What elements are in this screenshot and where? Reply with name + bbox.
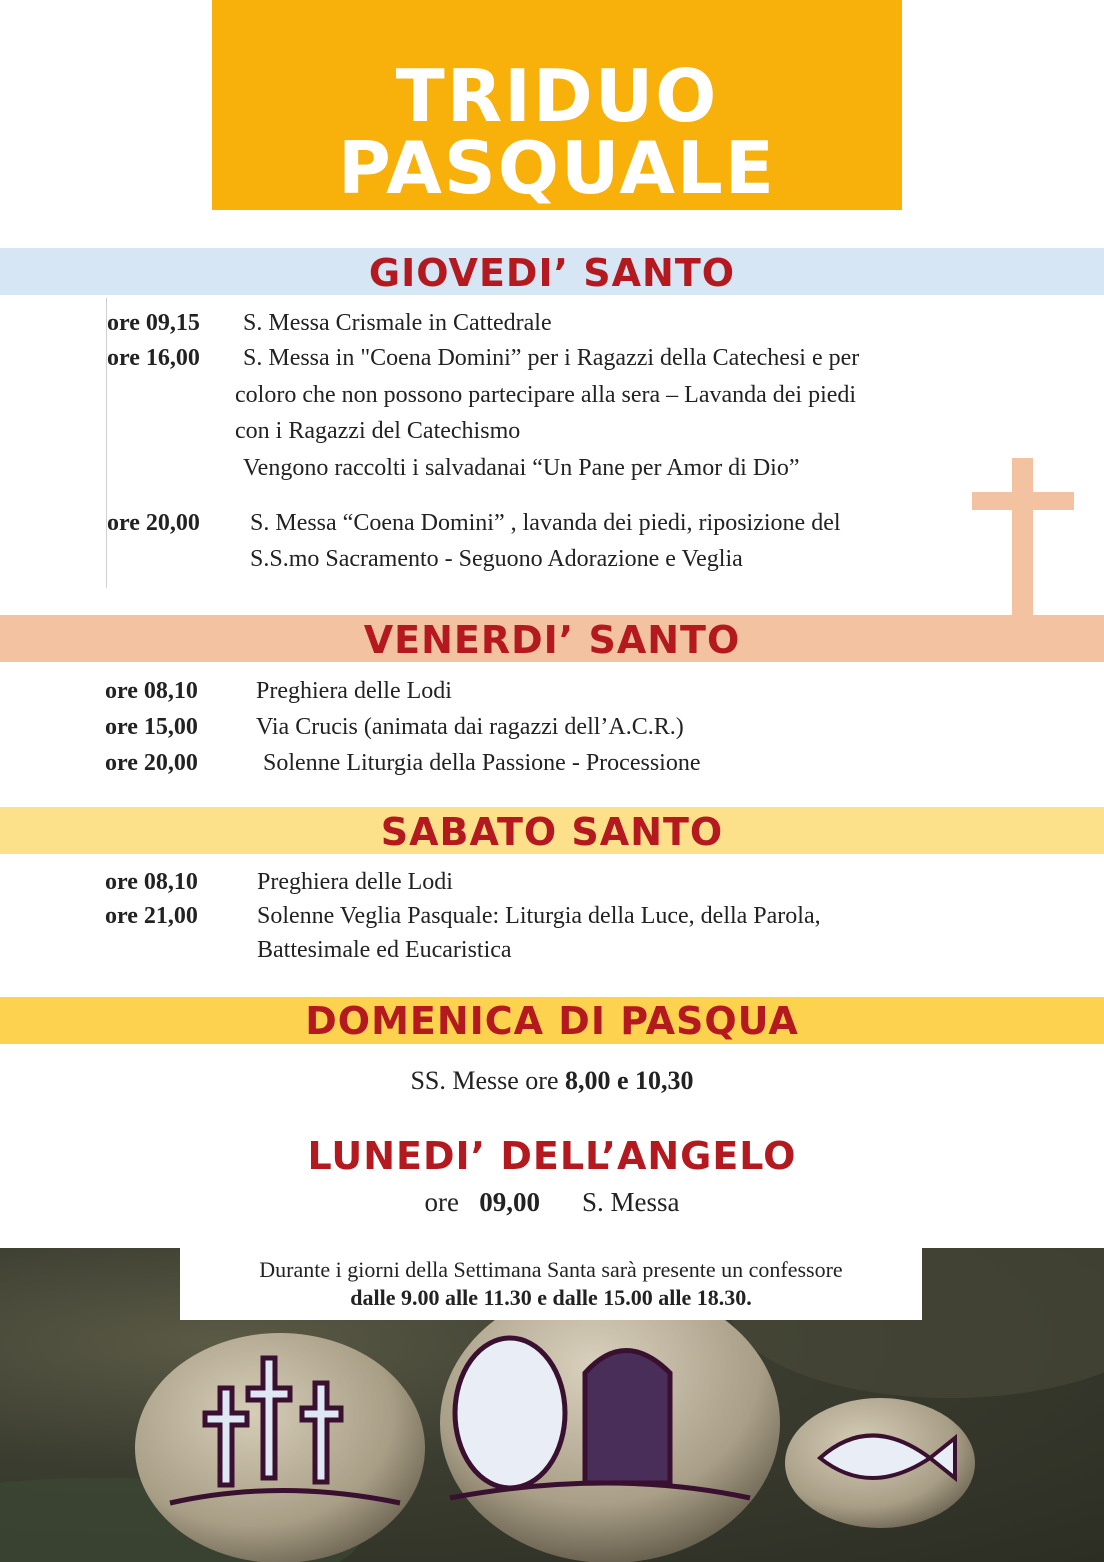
schedule-text: Vengono raccolti i salvadanai “Un Pane per Amor di Dio” [243, 455, 800, 481]
schedule-text: Preghiera delle Lodi [257, 869, 453, 895]
title-banner [212, 0, 902, 210]
section-band-venerdi [0, 615, 1104, 662]
schedule-text: Solenne Veglia Pasquale: Liturgia della Luce, della Parola, [257, 903, 821, 929]
section-band-giovedi [0, 248, 1104, 295]
notice-line-1: Durante i giorni della Settimana Santa sarà presente un confessore [259, 1257, 843, 1282]
schedule-text: S. Messa Crismale in Cattedrale [243, 310, 552, 336]
schedule-text: S. Messa “Coena Domini” , lavanda dei piedi, riposizione del [250, 510, 841, 536]
time-label: ore 08,10 [105, 678, 198, 704]
domenica-masses: SS. Messe ore 8,00 e 10,30 [410, 1066, 694, 1095]
schedule-text: S. Messa [581, 1187, 680, 1217]
confession-notice [180, 1248, 922, 1320]
divider [106, 298, 107, 588]
time-label: ore 20,00 [105, 750, 198, 776]
time-label: ore 08,10 [105, 869, 198, 895]
lunedi-mass [0, 1187, 1104, 1218]
notice-line-2: dalle 9.00 alle 11.30 e dalle 15.00 alle 18.30. [350, 1285, 752, 1310]
schedule-text: Preghiera delle Lodi [256, 678, 452, 704]
section-heading-sabato: SABATO SANTO [380, 810, 724, 854]
schedule-text: S.S.mo Sacramento - Seguono Adorazione e Veglia [250, 546, 743, 572]
section-band-sabato [0, 807, 1104, 854]
time-label: ore 15,00 [105, 714, 198, 740]
section-heading-domenica: DOMENICA DI PASQUA [305, 999, 799, 1043]
time-label: ore 09,15 [107, 310, 200, 336]
time-label: ore 09,00 [424, 1187, 540, 1217]
section-heading-lunedi: LUNEDI’ DELL’ANGELO [307, 1134, 797, 1178]
schedule-text: Via Crucis (animata dai ragazzi dell’A.C.R.) [256, 714, 684, 740]
time-label: ore 20,00 [107, 510, 200, 536]
page-title: TRIDUO PASQUALE [338, 54, 776, 210]
schedule-text: Battesimale ed Eucaristica [257, 937, 512, 963]
schedule-text: con i Ragazzi del Catechismo [235, 418, 521, 444]
time-label: ore 16,00 [107, 345, 200, 371]
fish-stone [785, 1398, 975, 1528]
section-heading-venerdi: VENERDI’ SANTO [363, 618, 741, 662]
three-crosses-stone [135, 1333, 425, 1562]
cross-icon [1012, 458, 1033, 615]
section-heading-giovedi: GIOVEDI’ SANTO [368, 251, 736, 295]
schedule-text: S. Messa in "Coena Domini” per i Ragazzi della Catechesi e per [243, 345, 860, 371]
cross-icon-arm [972, 492, 1074, 510]
schedule-text: Solenne Liturgia della Passione - Processione [263, 750, 701, 776]
empty-tomb-stone [440, 1283, 780, 1562]
section-band-domenica [0, 997, 1104, 1044]
time-label: ore 21,00 [105, 903, 198, 929]
schedule-text: coloro che non possono partecipare alla sera – Lavanda dei piedi [235, 382, 857, 408]
